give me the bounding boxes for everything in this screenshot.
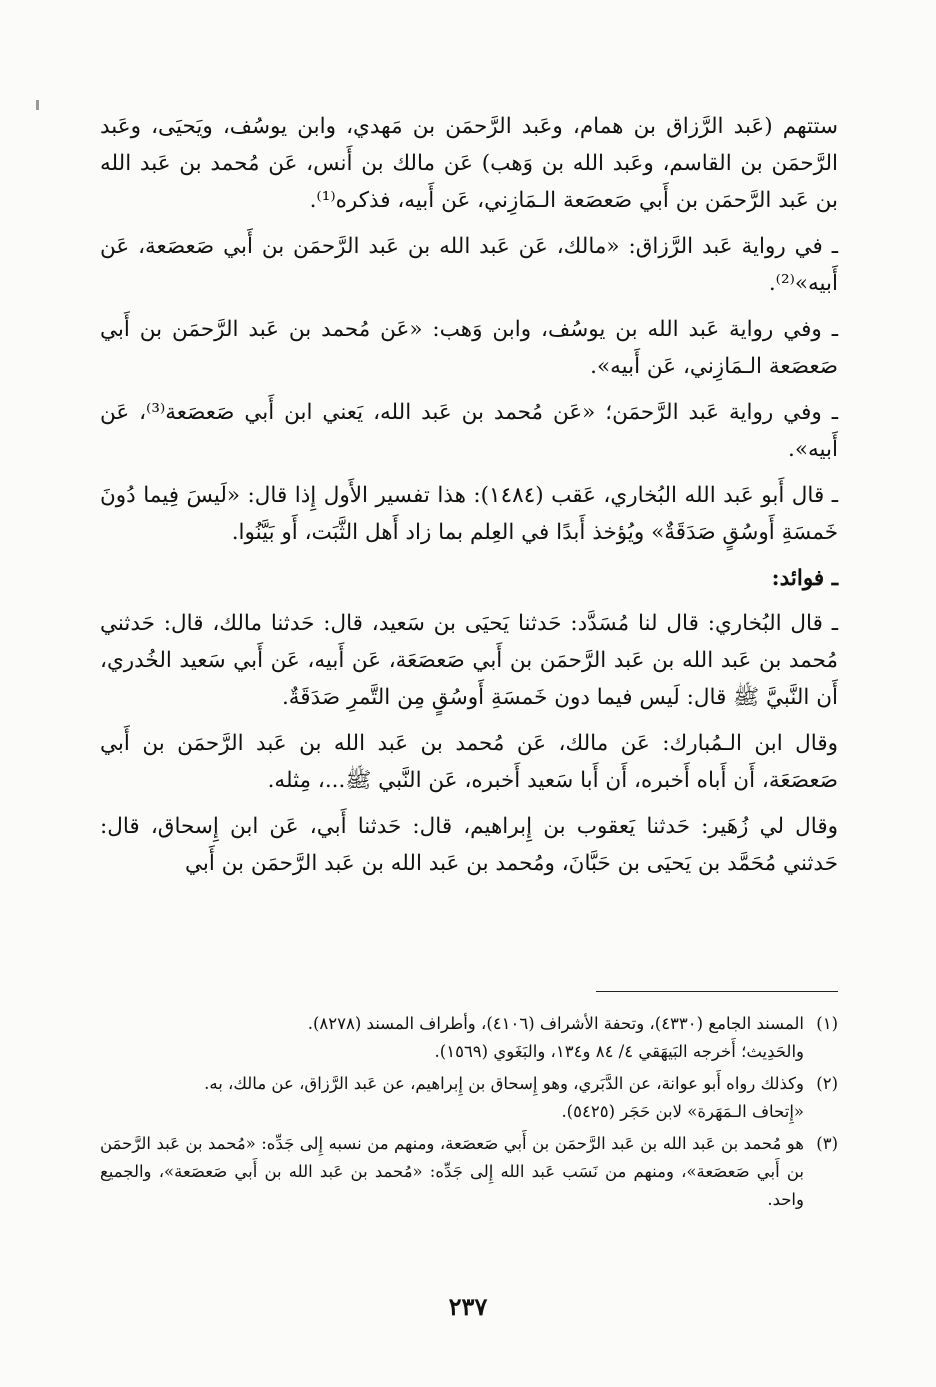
paragraph-ibn-mubarak: وقال ابن الـمُبارك: عَن مالك، عَن مُحمد بن عَبد الله بن عَبد الرَّحمَن بن أَبي صَعصَعَة، أَن أَباه أَخبره، أَن أَبا سَعيد أَخبره، عَن النَّبي ﷺ...، مِثله. bbox=[100, 731, 838, 793]
footnote-3 bbox=[100, 1130, 838, 1214]
paragraph-zuhair: وقال لي زُهَير: حَدثنا يَعقوب بن إِبراهيم، قال: حَدثنا أَبي، عَن ابن إِسحاق، قال: حَدثني مُحَمَّد بن يَحيَى بن حَبَّانَ، ومُحمد بن عَبد الله بن عَبد الرَّحمَن بن أَبي bbox=[100, 814, 838, 876]
footnote-line: المسند الجامع (٤٣٣٠)، وتحفة الأشراف (٤١٠٦)، وأطراف المسند (٨٢٧٨). bbox=[307, 1014, 804, 1033]
paragraph-abdulrahman-narration: ـ وفي رواية عَبد الرَّحمَن؛ «عَن مُحمد بن عَبد الله، يَعني ابن أَبي صَعصَعة⁽³⁾، عَن أَبيه». bbox=[100, 400, 838, 462]
paragraph-yusuf-wahb-narration: ـ وفي رواية عَبد الله بن يوسُف، وابن وَهب: «عَن مُحمد بن عَبد الرَّحمَن بن أَبي صَعصَعة الـمَازِني، عَن أَبيه». bbox=[100, 317, 838, 379]
footnote-1 bbox=[100, 1010, 838, 1066]
footnote-number: (١) bbox=[816, 1014, 838, 1033]
paragraph-bukhari-musaddad: ـ قال البُخاري: قال لنا مُسَدَّد: حَدثنا يَحيَى بن سَعيد، قال: حَدثنا مالك، قال: حَدثني مُحمد بن عَبد الله بن عَبد الرَّحمَن بن أَبي صَعصَعَة، عَن أَبيه، عَن أَبي سَعيد الخُدري، أَن النَّبيَّ ﷺ قال: لَيس فيما دون خَمسَةِ أَوسُقٍ مِن التَّمرِ صَدَقَةٌ. bbox=[100, 611, 838, 710]
footnote-line: والحَدِيث؛ أَخرجه البَيهَقي ٤/ ٨٤ و١٣٤، والبَغَوي (١٥٦٩). bbox=[434, 1042, 804, 1061]
scan-speck bbox=[36, 100, 39, 110]
footnote-line: «إِتحاف الـمَهَرة» لابن حَجَر (٥٤٢٥). bbox=[561, 1102, 804, 1121]
footnotes bbox=[100, 1010, 838, 1218]
paragraph-abdulrazzaq-narration: ـ في رواية عَبد الرَّزاق: «مالك، عَن عَبد الله بن عَبد الرَّحمَن بن أَبي صَعصَعة، عَن أَبيه»⁽²⁾. bbox=[100, 234, 838, 296]
footnote-line: وكذلك رواه أَبو عوانة، عن الدَّبَري، وهو إِسحاق بن إِبراهيم، عن عَبد الرَّزاق، عن مالك، به. bbox=[204, 1074, 804, 1093]
main-text bbox=[100, 108, 838, 891]
section-heading-fawaid: ـ فوائد: bbox=[771, 566, 838, 591]
page-number: ٢٣٧ bbox=[448, 1292, 488, 1321]
footnote-line: هو مُحمد بن عَبد الله بن عَبد الرَّحمَن بن أَبي صَعصَعة، ومنهم من نسبه إِلى جَدِّه: «مُحمد بن عَبد الرَّحمَن بن أَبي صَعصَعة»، ومنهم من نَسَب عَبد الله إِلى جَدِّه: «مُحمد بن عَبد الله بن أَبي صَعصَعة»، والجميع واحد. bbox=[100, 1134, 804, 1209]
footnote-number: (٢) bbox=[816, 1074, 838, 1093]
footnote-number: (٣) bbox=[816, 1134, 838, 1153]
footnote-separator bbox=[596, 991, 838, 992]
paragraph-bukhari-comment: ـ قال أَبو عَبد الله البُخاري، عَقب (١٤٨٤): هذا تفسير الأَول إِذا قال: «لَيسَ فِيما دُونَ خَمسَةِ أَوسُقٍ صَدَقَةٌ» ويُؤخذ أَبدًا في العِلم بما زاد أَهل الثَّبَت، أَو بَيَّنُوا. bbox=[100, 483, 839, 545]
footnote-2 bbox=[100, 1070, 838, 1126]
paragraph-sources: ستتهم (عَبد الرَّزاق بن همام، وعَبد الرَّحمَن بن مَهدي، وابن يوسُف، ويَحيَى، وعَبد الرَّحمَن بن القاسم، وعَبد الله بن وَهب) عَن مالك بن أَنس، عَن مُحمد بن عَبد الله بن عَبد الرَّحمَن بن أَبي صَعصَعة الـمَازِني، عَن أَبيه، فذكره⁽¹⁾. bbox=[100, 114, 838, 213]
